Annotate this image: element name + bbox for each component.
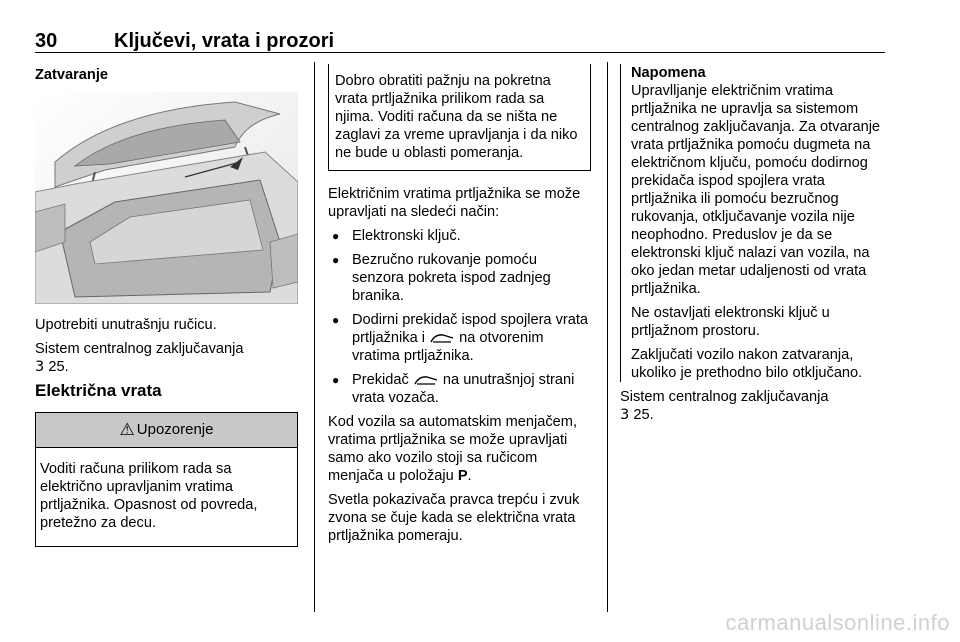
tailgate-switch-icon <box>413 374 439 386</box>
warning-box <box>35 412 298 547</box>
column-divider-right <box>607 62 608 612</box>
chapter-title: Ključevi, vrata i prozori <box>114 30 335 52</box>
warning-triangle-icon: ⚠ <box>119 420 135 439</box>
central-locking-reference <box>620 388 888 424</box>
list-item: ● Bezručno rukovanje pomoću senzora pokreta ispod zadnjeg branika. <box>328 251 591 305</box>
page-reference-icon: 3 <box>620 406 630 423</box>
column-left <box>35 66 298 547</box>
turn-signals-paragraph: Svetla pokazivača pravca trepću i zvuk zvona se čuje kada se električna vrata prtljažnika pomeraju. <box>328 492 580 544</box>
note-box <box>620 64 888 382</box>
operation-methods-list <box>328 227 591 407</box>
note-paragraph: Zaključati vozilo nakon zatvaranja, ukoliko je prethodno bilo otključano. <box>631 347 863 381</box>
closing-instruction: Upotrebiti unutrašnju ručicu. <box>35 317 217 333</box>
list-item: ● Elektronski ključ. <box>328 227 591 245</box>
reference-page: 25. <box>48 359 69 375</box>
tailgate-illustration <box>35 92 298 304</box>
column-middle <box>328 64 591 551</box>
page-header <box>35 28 885 53</box>
warning-continuation-box: Dobro obratiti pažnju na pokretna vrata prtljažnika prilikom rada sa njima. Voditi računa da se ništa ne zaglavi za vreme upravljanja i da niko ne bude u oblasti pomeranja. <box>328 64 591 171</box>
list-item: ● Prekidač na unutrašnjoj strani vrata vozača. <box>328 371 591 407</box>
note-paragraph: Upravlljanje električnim vratima prtljažnika ne upravlja sa sistemom centralnog zaključavanja. Za otvaranje vrata prtljažnika pomoću dugmeta na električnom ključu, pomoću dodirnog prekidača ispod spojlera vrata prtljažnika ili pomoću bezručnog rukovanja, otključavanje vozila nije neophodno. Preduslov je da se elektronski ključ nalazi van vozila, na oko jedan metar udaljenosti od vrata prtljažnika. <box>631 83 881 297</box>
column-right <box>620 64 888 430</box>
note-title: Napomena <box>631 65 706 81</box>
warning-label: Upozorenje <box>136 421 214 438</box>
list-item: ● Dodirni prekidač ispod spojlera vrata prtljažnika i na otvorenim vratima prtljažnika. <box>328 311 591 365</box>
reference-text: Sistem centralnog zaključavanja <box>620 389 829 405</box>
page-reference-icon: 3 <box>35 358 45 375</box>
tailgate-switch-icon <box>429 332 455 344</box>
section-title-power-tailgate: Električna vrata <box>35 381 162 400</box>
warning-header <box>36 412 297 448</box>
note-paragraph: Ne ostavljati elektronski ključ u prtljažnom prostoru. <box>631 305 830 339</box>
operation-intro: Električnim vratima prtljažnika se može upravljati na sledeći način: <box>328 186 581 220</box>
watermark-text: carmanualsonline.info <box>725 610 950 635</box>
column-divider-left <box>314 62 315 612</box>
reference-text: Sistem centralnog zaključavanja <box>35 341 244 357</box>
warning-text: Voditi računa prilikom rada sa električno upravljanim vratima prtljažnika. Opasnost od povreda, pretežno za decu. <box>40 461 258 531</box>
reference-page: 25. <box>633 407 654 423</box>
gear-position-p: P <box>457 468 468 484</box>
automatic-transmission-paragraph: Kod vozila sa automatskim menjačem, vratima prtljažnika se može upravljati samo ako vozilo stoji sa ručicom menjača u položaju P. <box>328 414 578 484</box>
central-locking-reference <box>35 340 298 376</box>
page-number: 30 <box>35 30 58 52</box>
closing-heading: Zatvaranje <box>35 67 109 83</box>
